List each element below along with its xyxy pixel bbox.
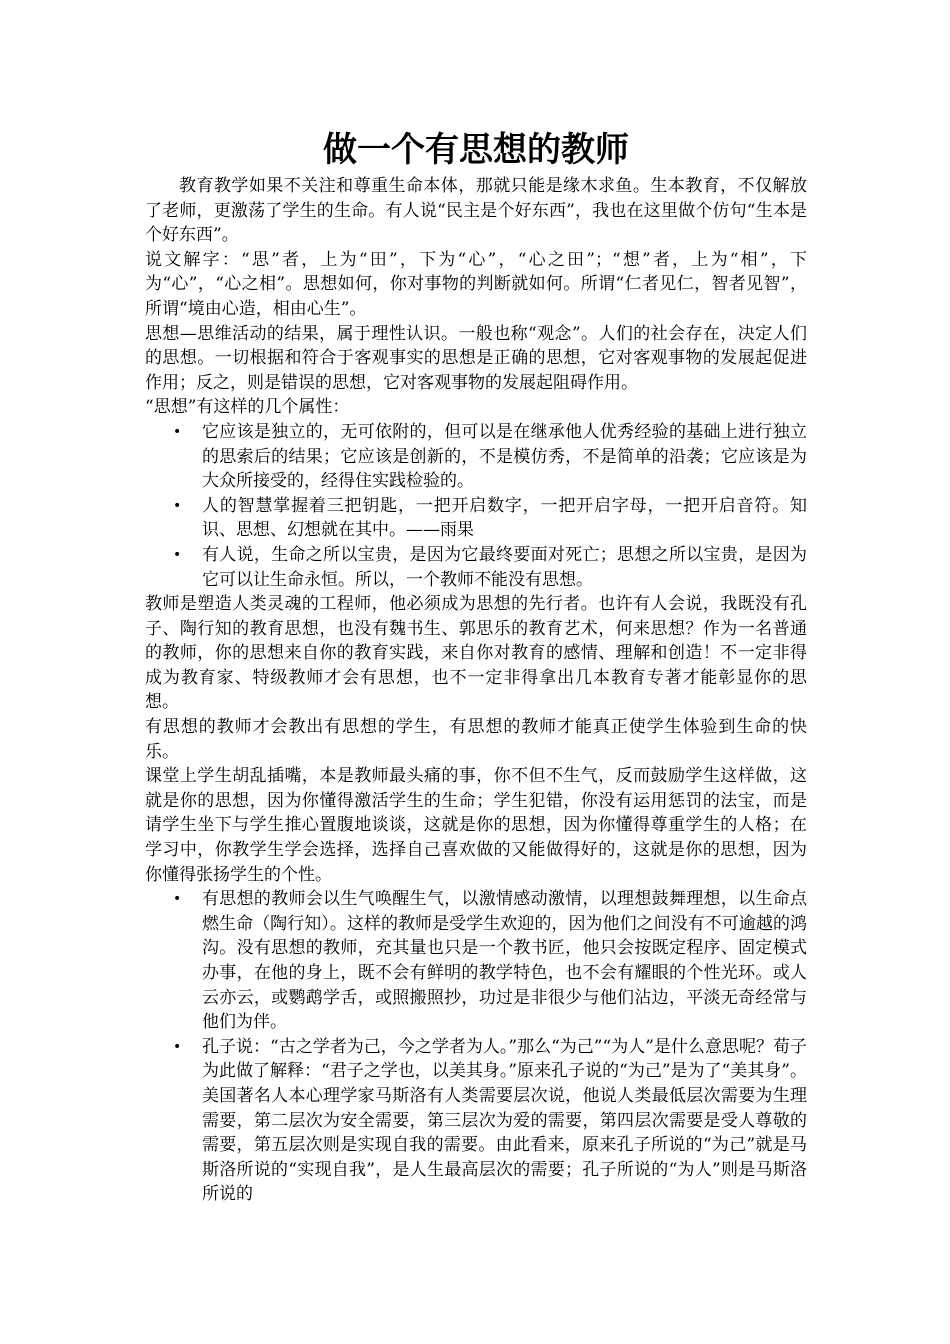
list-item-text: 孔子说：“古之学者为己，今之学者为人。”那么“为己”“为人”是什么意思呢？荀子为此做了解释：“君子之学也，以美其身。”原来孔子说的“为己”是为了“美其身”。美国著名人本心理学家马斯洛有人类需要层次说，他说人类最低层次需要为生理需要，第二层次为安全需要，第三层次为爱的需要，第四层次需要是受人尊敬的需要，第五层次则是实现自我的需要。由此看来，原来孔子所说的“为己”就是马斯洛所说的“实现自我”，是人生最高层次的需要；孔子所说的“为人”则是马斯洛所说的 — [202, 1036, 807, 1205]
document-title: 做一个有思想的教师 — [323, 130, 629, 170]
list-item — [145, 1035, 807, 1207]
bullet-icon: • — [173, 497, 182, 514]
paragraph-shuowen: 说文解字：“思”者，上为“田”，下为“心”，“心之田”；“想”者，上为“相”，下为“心”，“心之相”。思想如何，你对事物的判断就如何。所谓“仁者见仁，智者见智”，所谓“境由心造，相由心生”。 — [145, 249, 807, 319]
list-item — [145, 420, 807, 494]
bullet-icon: • — [173, 546, 182, 563]
paragraph-teacher-role: 教师是塑造人类灵魂的工程师，他必须成为思想的先行者。也许有人会说，我既没有孔子、陶行知的教育思想，也没有魏书生、郭思乐的教育艺术，何来思想？作为一名普通的教师，你的思想来自你的教育实践，来自你对教育的感情、理解和创造！不一定非得成为教育家、特级教师才会有思想，也不一定非得拿出几本教育专著才能彰显你的思想。 — [145, 594, 807, 713]
attributes-list — [145, 420, 807, 592]
list-item — [145, 887, 807, 1035]
intro-paragraph: 教育教学如果不关注和尊重生命本体，那就只能是缘木求鱼。生本教育，不仅解放了老师，更激荡了学生的生命。有人说“民主是个好东西”，我也在这里做个仿句“生本是个好东西”。 — [145, 176, 807, 246]
list-item-text: 有思想的教师会以生气唤醒生气，以激情感动激情，以理想鼓舞理想，以生命点燃生命（陶行知）。这样的教师是受学生欢迎的，因为他们之间没有不可逾越的鸿沟。没有思想的教师，充其量也只是一个教书匠，他只会按既定程序、固定模式办事，在他的身上，既不会有鲜明的教学特色，也不会有耀眼的个性光环。或人云亦云，或鹦鹉学舌，或照搬照抄，功过是非很少与他们沾边，平淡无奇经常与他们为伴。 — [202, 889, 807, 1033]
list-item-text: 有人说，生命之所以宝贵，是因为它最终要面对死亡；思想之所以宝贵，是因为它可以让生命永恒。所以，一个教师不能没有思想。 — [202, 544, 807, 590]
document-page — [145, 128, 807, 1207]
list-item — [145, 543, 807, 592]
bullet-icon: • — [173, 891, 182, 908]
paragraph-classroom: 课堂上学生胡乱插嘴，本是教师最头痛的事，你不但不生气，反而鼓励学生这样做，这就是你的思想，因为你懂得激活学生的生命；学生犯错，你没有运用惩罚的法宝，而是请学生坐下与学生推心置腹地谈谈，这就是你的思想，因为你懂得尊重学生的人格；在学习中，你教学生学会选择，选择自己喜欢做的又能做得好的，这就是你的思想，因为你懂得张扬学生的个性。 — [145, 766, 807, 885]
bullet-icon: • — [173, 1038, 182, 1055]
bullet-icon: • — [173, 423, 182, 440]
paragraph-definition: 思想—思维活动的结果，属于理性认识。一般也称“观念”。人们的社会存在，决定人们的思想。一切根据和符合于客观事实的思想是正确的思想，它对客观事物的发展起促进作用；反之，则是错误的思想，它对客观事物的发展起阻碍作用。 — [145, 323, 807, 393]
paragraph-thoughtful-teacher: 有思想的教师才会教出有思想的学生，有思想的教师才能真正使学生体验到生命的快乐。 — [145, 717, 807, 762]
paragraph-attributes-intro: “思想”有这样的几个属性： — [145, 397, 350, 418]
list-item — [145, 494, 807, 543]
list-item-text: 人的智慧掌握着三把钥匙，一把开启数字，一把开启字母，一把开启音符。知识、思想、幻想就在其中。——雨果 — [202, 495, 807, 541]
thoughts-list — [145, 887, 807, 1207]
list-item-text: 它应该是独立的，无可依附的，但可以是在继承他人优秀经验的基础上进行独立的思索后的结果；它应该是创新的，不是模仿秀，不是简单的沿袭；它应该是为大众所接受的，经得住实践检验的。 — [202, 421, 807, 492]
